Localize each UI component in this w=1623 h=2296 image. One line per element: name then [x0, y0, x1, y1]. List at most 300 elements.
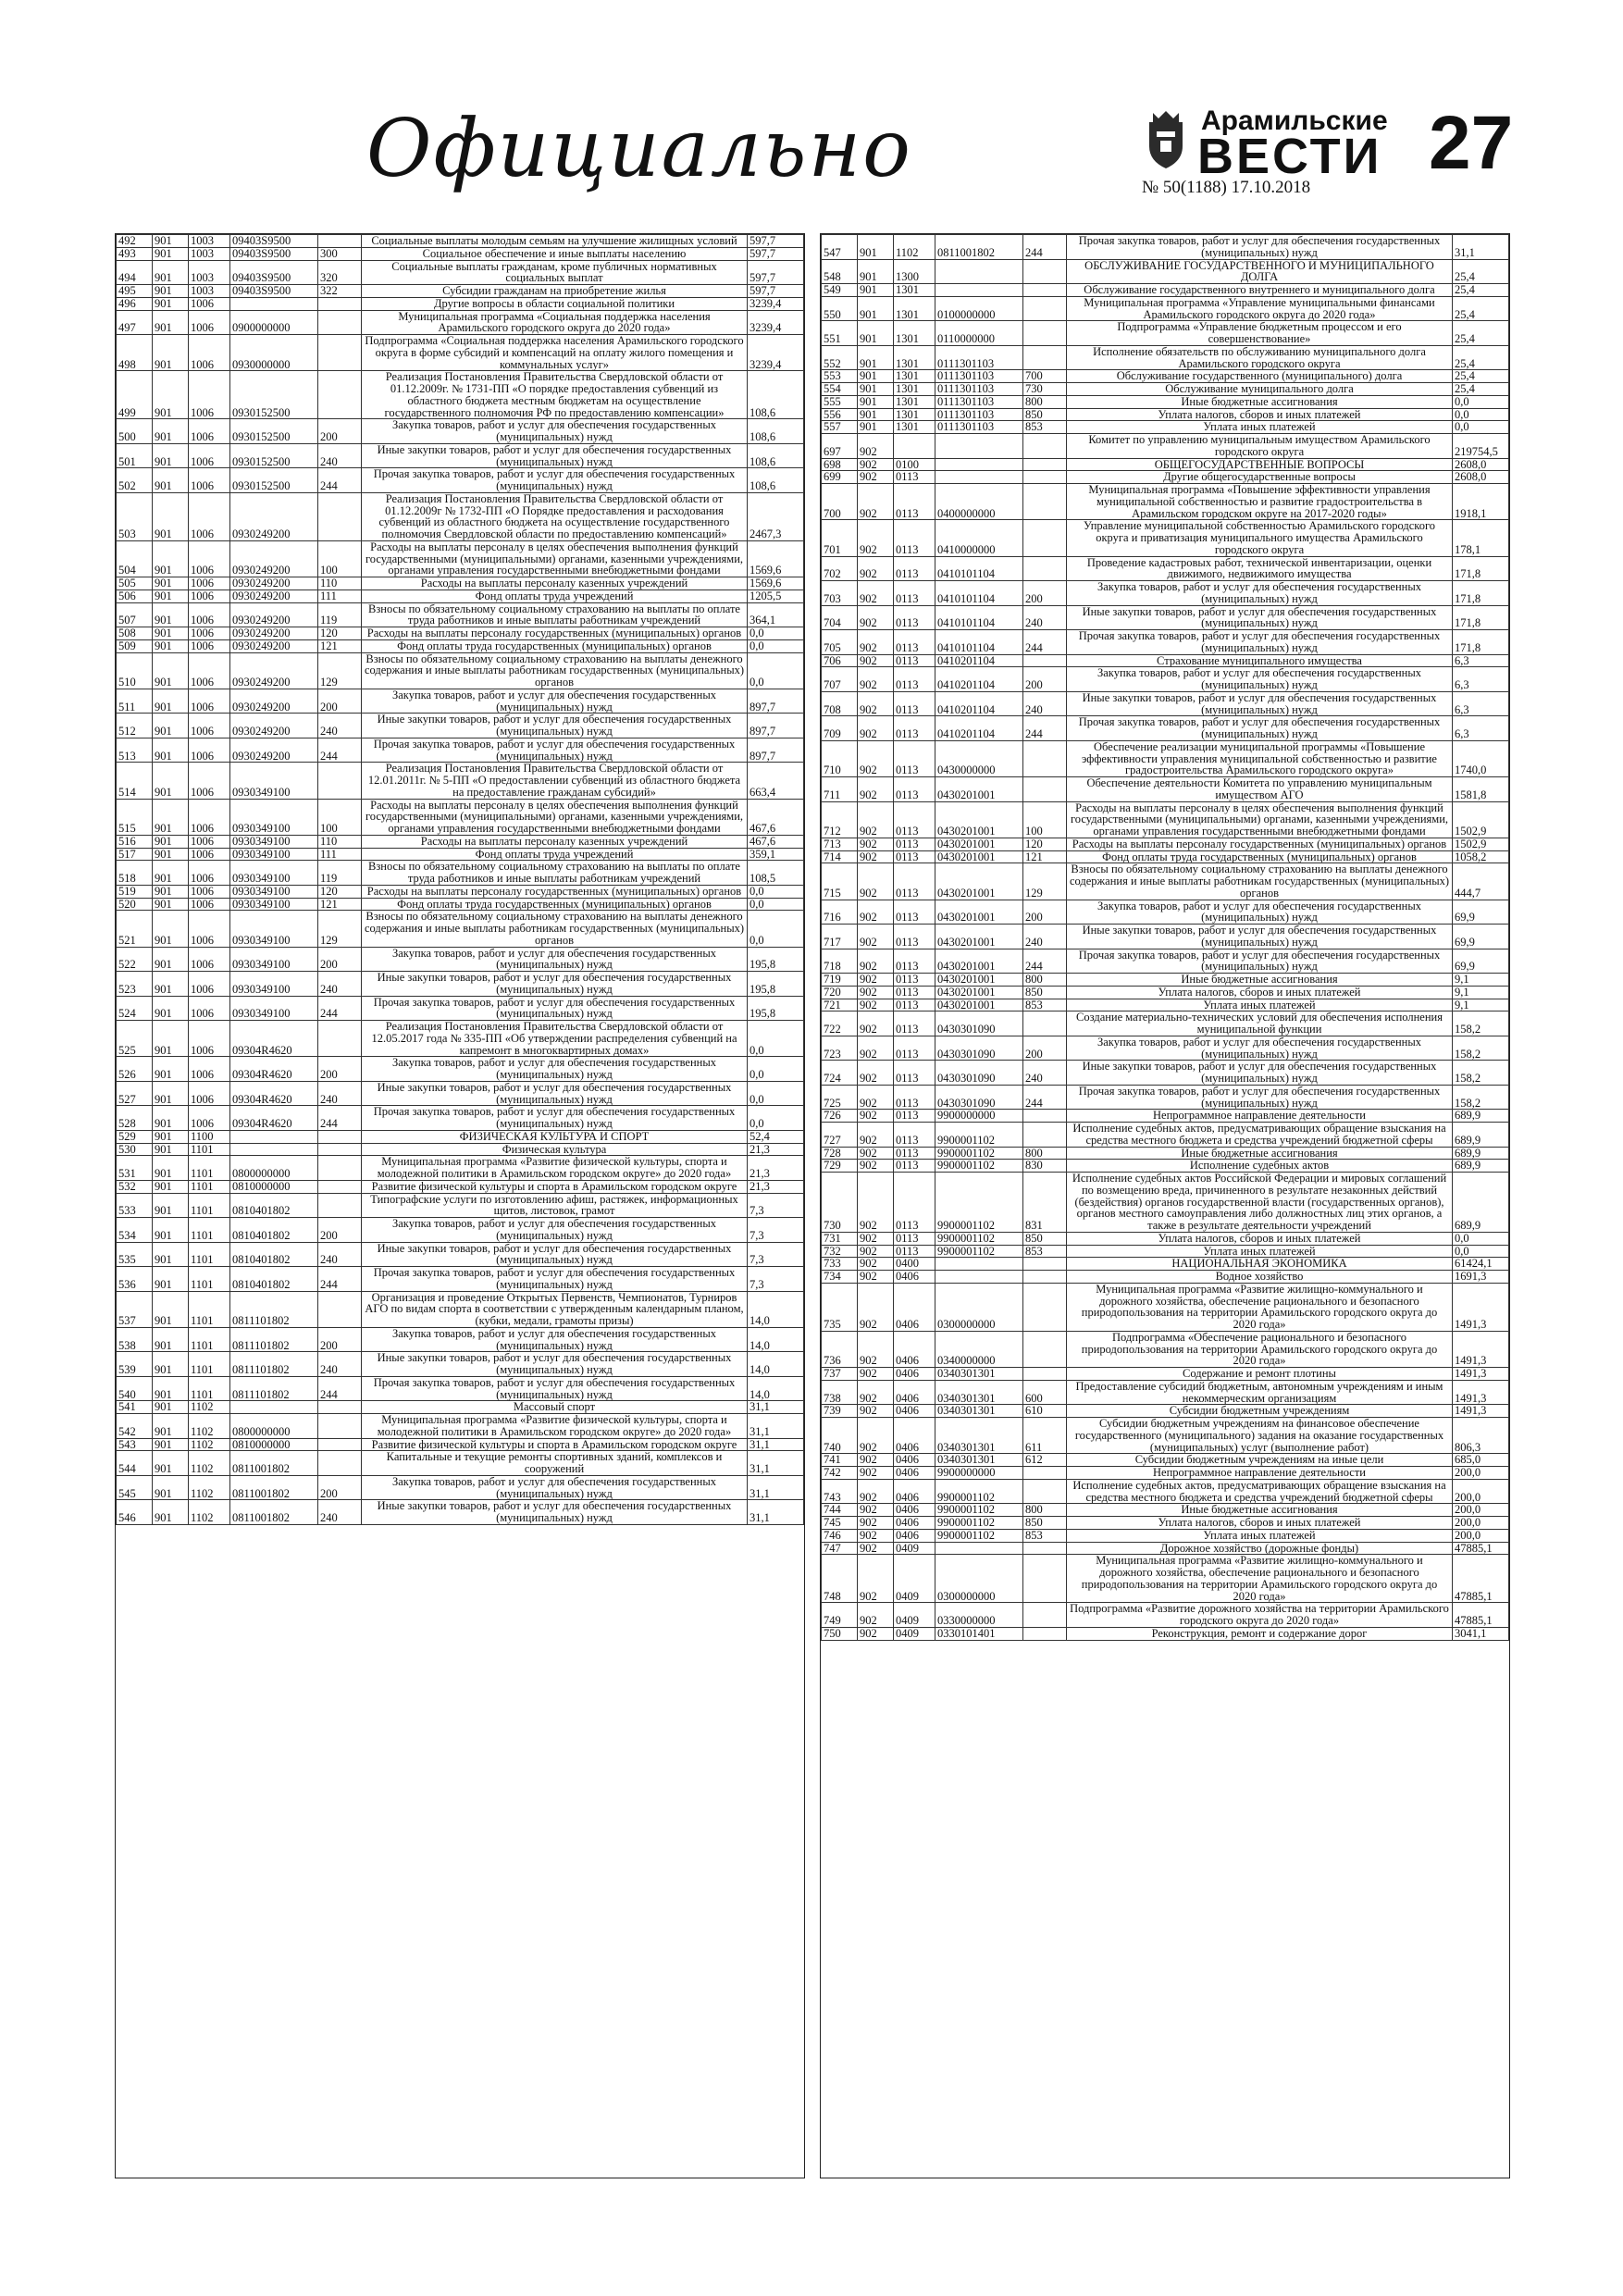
section-code-cell: 1300 [894, 259, 935, 284]
expense-type-cell: 119 [318, 602, 362, 627]
expense-type-cell: 700 [1023, 370, 1067, 383]
section-code-cell: 1101 [189, 1180, 230, 1193]
department-code-cell: 902 [858, 581, 894, 606]
target-article-cell: 0430201001 [935, 801, 1023, 838]
row-number-cell: 738 [822, 1380, 858, 1405]
target-article-cell: 9900001102 [935, 1232, 1023, 1245]
table-row [117, 689, 804, 714]
expense-name-cell: НАЦИОНАЛЬНАЯ ЭКОНОМИКА [1067, 1258, 1453, 1271]
amount-cell: 14,0 [748, 1376, 804, 1401]
amount-cell: 69,9 [1453, 900, 1509, 925]
department-code-cell: 902 [858, 1085, 894, 1110]
amount-cell: 897,7 [748, 689, 804, 714]
expense-type-cell: 200 [318, 419, 362, 444]
target-article-cell: 0930349100 [230, 848, 318, 861]
expense-type-cell: 322 [318, 285, 362, 298]
expense-type-cell [1023, 259, 1067, 284]
department-code-cell: 901 [858, 383, 894, 396]
table-row [822, 716, 1509, 741]
target-article-cell: 0430201001 [935, 925, 1023, 949]
expense-name-cell: Взносы по обязательному социальному страхованию на выплаты денежного содержания и иные выплаты работникам государственных (муниципальных) органов [362, 911, 748, 947]
target-article-cell: 0811101802 [230, 1327, 318, 1352]
amount-cell: 200,0 [1453, 1517, 1509, 1530]
target-article-cell: 0340301301 [935, 1454, 1023, 1467]
department-code-cell: 902 [858, 691, 894, 716]
table-row [822, 581, 1509, 606]
expense-name-cell: Непрограммное направление деятельности [1067, 1467, 1453, 1480]
amount-cell: 1502,9 [1453, 801, 1509, 838]
table-row [117, 1106, 804, 1131]
expense-type-cell [318, 235, 362, 248]
section-code-cell: 0400 [894, 1258, 935, 1271]
target-article-cell: 0810401802 [230, 1267, 318, 1292]
table-row [822, 395, 1509, 408]
target-article-cell: 0111301103 [935, 370, 1023, 383]
section-code-cell: 1301 [894, 421, 935, 434]
section-code-cell: 1101 [189, 1291, 230, 1327]
amount-cell: 158,2 [1453, 1011, 1509, 1036]
amount-cell: 467,6 [748, 799, 804, 835]
expense-name-cell: Уплата иных платежей [1067, 999, 1453, 1011]
expense-type-cell [1023, 1110, 1067, 1123]
expense-type-cell: 100 [318, 799, 362, 835]
department-code-cell: 901 [858, 408, 894, 421]
department-code-cell: 901 [153, 1291, 189, 1327]
row-number-cell: 546 [117, 1500, 153, 1525]
amount-cell: 69,9 [1453, 949, 1509, 974]
amount-cell: 7,3 [748, 1267, 804, 1292]
row-number-cell: 740 [822, 1418, 858, 1454]
amount-cell: 25,4 [1453, 259, 1509, 284]
expense-type-cell [318, 297, 362, 310]
section-code-cell: 1101 [189, 1242, 230, 1267]
table-row [822, 654, 1509, 667]
department-code-cell: 901 [153, 1057, 189, 1082]
expense-type-cell [318, 492, 362, 540]
table-row [822, 1555, 1509, 1603]
row-number-cell: 529 [117, 1130, 153, 1143]
target-article-cell: 0300000000 [935, 1283, 1023, 1331]
target-article-cell: 0111301103 [935, 421, 1023, 434]
table-row [822, 296, 1509, 321]
expense-name-cell: ОБЩЕГОСУДАРСТВЕННЫЕ ВОПРОСЫ [1067, 458, 1453, 471]
target-article-cell: 0430201001 [935, 999, 1023, 1011]
department-code-cell: 901 [153, 1081, 189, 1106]
amount-cell: 200,0 [1453, 1479, 1509, 1504]
table-row [822, 408, 1509, 421]
amount-cell: 689,9 [1453, 1110, 1509, 1123]
section-code-cell: 1101 [189, 1218, 230, 1243]
amount-cell: 108,6 [748, 468, 804, 493]
row-number-cell: 710 [822, 740, 858, 776]
target-article-cell: 0930152500 [230, 443, 318, 468]
table-row [117, 335, 804, 371]
expense-type-cell: 240 [318, 443, 362, 468]
expense-type-cell [318, 1021, 362, 1057]
target-article-cell: 0930249200 [230, 602, 318, 627]
target-article-cell: 0400000000 [935, 484, 1023, 520]
expense-type-cell: 200 [1023, 581, 1067, 606]
expense-name-cell: Муниципальная программа «Управление муниципальными финансами Арамильского городского округа до 2020 года» [1067, 296, 1453, 321]
section-code-cell: 1101 [189, 1267, 230, 1292]
section-code-cell: 1006 [189, 738, 230, 763]
target-article-cell: 0930249200 [230, 639, 318, 652]
section-code-cell: 1003 [189, 260, 230, 285]
target-article-cell: 0111301103 [935, 345, 1023, 370]
row-number-cell: 524 [117, 996, 153, 1021]
row-number-cell: 536 [117, 1267, 153, 1292]
amount-cell: 69,9 [1453, 925, 1509, 949]
section-code-cell: 1006 [189, 652, 230, 689]
amount-cell: 195,8 [748, 947, 804, 972]
expense-type-cell [1023, 1542, 1067, 1555]
row-number-cell: 495 [117, 285, 153, 298]
expense-name-cell: Уплата налогов, сборов и иных платежей [1067, 1232, 1453, 1245]
row-number-cell: 493 [117, 247, 153, 260]
department-code-cell: 902 [858, 1479, 894, 1504]
expense-name-cell: Другие общегосударственные вопросы [1067, 471, 1453, 484]
row-number-cell: 537 [117, 1291, 153, 1327]
department-code-cell: 902 [858, 605, 894, 630]
target-article-cell: 0340301301 [935, 1368, 1023, 1381]
department-code-cell: 901 [153, 714, 189, 738]
amount-cell: 897,7 [748, 738, 804, 763]
expense-type-cell [1023, 1627, 1067, 1640]
row-number-cell: 722 [822, 1011, 858, 1036]
expense-name-cell: Уплата иных платежей [1067, 1245, 1453, 1258]
row-number-cell: 520 [117, 898, 153, 911]
expense-type-cell [318, 1438, 362, 1451]
section-code-cell: 0406 [894, 1283, 935, 1331]
row-number-cell: 711 [822, 777, 858, 802]
expense-name-cell: Закупка товаров, работ и услуг для обеспечения государственных (муниципальных) нужд [1067, 900, 1453, 925]
expense-name-cell: Закупка товаров, работ и услуг для обеспечения государственных (муниципальных) нужд [1067, 581, 1453, 606]
target-article-cell: 9900001102 [935, 1529, 1023, 1542]
section-code-cell: 1101 [189, 1193, 230, 1218]
table-row [822, 1160, 1509, 1173]
row-number-cell: 746 [822, 1529, 858, 1542]
expense-type-cell [1023, 471, 1067, 484]
table-row [117, 911, 804, 947]
target-article-cell: 0430201001 [935, 863, 1023, 900]
table-row [822, 1603, 1509, 1628]
table-row [117, 1143, 804, 1156]
expense-type-cell [1023, 434, 1067, 459]
department-code-cell: 902 [858, 1232, 894, 1245]
target-article-cell: 0930152500 [230, 419, 318, 444]
section-code-cell: 1301 [894, 370, 935, 383]
expense-type-cell [1023, 321, 1067, 346]
table-row [117, 297, 804, 310]
department-code-cell: 902 [858, 471, 894, 484]
expense-type-cell: 240 [1023, 925, 1067, 949]
table-row [822, 1036, 1509, 1061]
row-number-cell: 714 [822, 850, 858, 863]
expense-type-cell [1023, 1283, 1067, 1331]
expense-type-cell: 853 [1023, 421, 1067, 434]
expense-name-cell: Иные бюджетные ассигнования [1067, 974, 1453, 987]
target-article-cell: 0930349100 [230, 885, 318, 898]
target-article-cell: 0430201001 [935, 838, 1023, 850]
table-row [822, 1147, 1509, 1160]
row-number-cell: 715 [822, 863, 858, 900]
section-code-cell: 0113 [894, 1123, 935, 1148]
expense-name-cell: Муниципальная программа «Развитие жилищно-коммунального и дорожного хозяйства, обеспечение рационального и безопасного природопользования на территории Арамильского городского округа до 2020 года» [1067, 1283, 1453, 1331]
amount-cell: 200,0 [1453, 1529, 1509, 1542]
table-row [117, 1475, 804, 1500]
expense-name-cell: Взносы по обязательному социальному страхованию на выплаты по оплате труда работников и иные выплаты работникам учреждений [362, 602, 748, 627]
department-code-cell: 902 [858, 556, 894, 581]
amount-cell: 597,7 [748, 235, 804, 248]
department-code-cell: 901 [153, 443, 189, 468]
row-number-cell: 507 [117, 602, 153, 627]
section-code-cell: 1006 [189, 689, 230, 714]
amount-cell: 25,4 [1453, 345, 1509, 370]
expense-name-cell: Уплата налогов, сборов и иных платежей [1067, 986, 1453, 999]
expense-type-cell: 200 [318, 947, 362, 972]
expense-name-cell: Закупка товаров, работ и услуг для обеспечения государственных (муниципальных) нужд [362, 689, 748, 714]
expense-name-cell: Реализация Постановления Правительства Свердловской области от 12.05.2017 года № 335-ПП «Об утверждении распределения субвенций на капремонт в многоквартирных домах» [362, 1021, 748, 1057]
table-row [822, 949, 1509, 974]
section-code-cell: 0406 [894, 1331, 935, 1367]
section-code-cell: 0113 [894, 1173, 935, 1233]
expense-type-cell: 121 [318, 898, 362, 911]
amount-cell: 0,0 [1453, 395, 1509, 408]
table-row [822, 838, 1509, 850]
table-row [822, 630, 1509, 655]
amount-cell: 0,0 [748, 639, 804, 652]
table-row [117, 1081, 804, 1106]
expense-name-cell: Обеспечение деятельности Комитета по управлению муниципальным имуществом АГО [1067, 777, 1453, 802]
department-code-cell: 901 [153, 639, 189, 652]
table-row [117, 738, 804, 763]
expense-name-cell: Обслуживание муниципального долга [1067, 383, 1453, 396]
row-number-cell: 724 [822, 1061, 858, 1086]
table-row [117, 260, 804, 285]
expense-name-cell: Исполнение судебных актов, предусматривающих обращение взыскания на средства местного бюджета и средства учреждений бюджетной сферы [1067, 1123, 1453, 1148]
row-number-cell: 730 [822, 1173, 858, 1233]
row-number-cell: 549 [822, 284, 858, 297]
department-code-cell: 902 [858, 1160, 894, 1173]
expense-type-cell: 244 [318, 468, 362, 493]
department-code-cell: 902 [858, 974, 894, 987]
target-article-cell: 0811101802 [230, 1291, 318, 1327]
row-number-cell: 511 [117, 689, 153, 714]
amount-cell: 3041,1 [1453, 1627, 1509, 1640]
department-code-cell: 901 [153, 1352, 189, 1377]
row-number-cell: 726 [822, 1110, 858, 1123]
table-row [117, 1130, 804, 1143]
target-article-cell [935, 259, 1023, 284]
amount-cell: 25,4 [1453, 284, 1509, 297]
expense-type-cell: 240 [318, 1242, 362, 1267]
amount-cell: 1502,9 [1453, 838, 1509, 850]
amount-cell: 1491,3 [1453, 1283, 1509, 1331]
expense-name-cell: Расходы на выплаты персоналу в целях обеспечения выполнения функций государственными (муниципальными) органами, казенными учреждениями, органами управления государственными внебюджетными фондами [362, 799, 748, 835]
department-code-cell: 902 [858, 458, 894, 471]
section-code-cell: 0113 [894, 1232, 935, 1245]
department-code-cell: 902 [858, 1258, 894, 1271]
section-code-cell: 1006 [189, 911, 230, 947]
department-code-cell: 902 [858, 801, 894, 838]
section-code-cell: 1006 [189, 590, 230, 602]
expense-type-cell: 850 [1023, 408, 1067, 421]
section-code-cell: 0113 [894, 1061, 935, 1086]
target-article-cell: 0410201104 [935, 691, 1023, 716]
table-row [822, 345, 1509, 370]
target-article-cell: 0410101104 [935, 605, 1023, 630]
row-number-cell: 717 [822, 925, 858, 949]
expense-name-cell: Закупка товаров, работ и услуг для обеспечения государственных (муниципальных) нужд [1067, 667, 1453, 692]
expense-name-cell: Закупка товаров, работ и услуг для обеспечения государственных (муниципальных) нужд [362, 947, 748, 972]
department-code-cell: 901 [153, 689, 189, 714]
table-row [117, 627, 804, 640]
expense-name-cell: Прочая закупка товаров, работ и услуг для обеспечения государственных (муниципальных) нужд [362, 468, 748, 493]
table-row [117, 443, 804, 468]
expense-name-cell: Подпрограмма «Социальная поддержка населения Арамильского городского округа в форме субсидий и компенсаций на оплату жилого помещения и коммунальных услуг» [362, 335, 748, 371]
expense-name-cell: Закупка товаров, работ и услуг для обеспечения государственных (муниципальных) нужд [1067, 1036, 1453, 1061]
expense-name-cell: Реализация Постановления Правительства Свердловской области от 01.12.2009г № 1732-ПП «О Порядке предоставления и расходования субвенций из областного бюджета на осуществление государственного полномочия Свердловской области по предоставлению компенсаций» [362, 492, 748, 540]
brand-main: ВЕСТИ [1197, 129, 1382, 184]
target-article-cell [935, 1271, 1023, 1284]
expense-type-cell: 244 [318, 1376, 362, 1401]
table-row [822, 1258, 1509, 1271]
expense-name-cell: Фонд оплаты труда учреждений [362, 590, 748, 602]
table-row [822, 484, 1509, 520]
table-row [117, 235, 804, 248]
expense-name-cell: Муниципальная программа «Социальная поддержка населения Арамильского городского округа до 2020 года» [362, 310, 748, 335]
amount-cell: 1491,3 [1453, 1380, 1509, 1405]
row-number-cell: 515 [117, 799, 153, 835]
department-code-cell: 902 [858, 520, 894, 556]
department-code-cell: 902 [858, 1283, 894, 1331]
table-row [822, 999, 1509, 1011]
department-code-cell: 901 [153, 492, 189, 540]
table-body-right [822, 235, 1509, 1641]
section-code-cell: 0113 [894, 838, 935, 850]
table-row [822, 691, 1509, 716]
section-code-cell: 1006 [189, 972, 230, 997]
expense-type-cell: 244 [1023, 235, 1067, 260]
department-code-cell: 902 [858, 900, 894, 925]
expense-name-cell: Прочая закупка товаров, работ и услуг для обеспечения государственных (муниципальных) нужд [1067, 235, 1453, 260]
target-article-cell: 0930349100 [230, 799, 318, 835]
expense-name-cell: Фонд оплаты труда государственных (муниципальных) органов [362, 898, 748, 911]
page-number: 27 [1429, 101, 1514, 185]
expense-name-cell: Расходы на выплаты персоналу казенных учреждений [362, 835, 748, 848]
row-number-cell: 540 [117, 1376, 153, 1401]
target-article-cell: 0430201001 [935, 777, 1023, 802]
amount-cell: 3239,4 [748, 310, 804, 335]
amount-cell: 21,3 [748, 1156, 804, 1181]
table-row [822, 974, 1509, 987]
target-article-cell: 0800000000 [230, 1414, 318, 1439]
expense-type-cell [1023, 1479, 1067, 1504]
department-code-cell: 901 [153, 799, 189, 835]
expense-type-cell: 111 [318, 590, 362, 602]
row-number-cell: 498 [117, 335, 153, 371]
amount-cell: 2608,0 [1453, 458, 1509, 471]
department-code-cell: 901 [153, 898, 189, 911]
department-code-cell: 901 [153, 235, 189, 248]
expense-name-cell: Реализация Постановления Правительства Свердловской области от 12.01.2011г. № 5-ПП «О предоставлении субвенций из областного бюджета на предоставление гражданам субсидий» [362, 763, 748, 799]
amount-cell: 6,3 [1453, 716, 1509, 741]
section-code-cell: 0406 [894, 1271, 935, 1284]
row-number-cell: 547 [822, 235, 858, 260]
target-article-cell: 0111301103 [935, 383, 1023, 396]
amount-cell: 0,0 [748, 911, 804, 947]
row-number-cell: 557 [822, 421, 858, 434]
expense-type-cell: 853 [1023, 1245, 1067, 1258]
expense-type-cell: 120 [318, 885, 362, 898]
expense-name-cell: Иные закупки товаров, работ и услуг для обеспечения государственных (муниципальных) нужд [362, 443, 748, 468]
section-code-cell: 0409 [894, 1603, 935, 1628]
target-article-cell: 9900000000 [935, 1110, 1023, 1123]
target-article-cell: 9900001102 [935, 1147, 1023, 1160]
table-row [117, 1156, 804, 1181]
department-code-cell: 901 [153, 602, 189, 627]
section-code-cell: 0113 [894, 520, 935, 556]
table-row [822, 458, 1509, 471]
expense-name-cell: Типографские услуги по изготовлению афиш, растяжек, информационных щитов, листовок, грамот [362, 1193, 748, 1218]
expense-type-cell [1023, 1271, 1067, 1284]
table-row [822, 863, 1509, 900]
table-row [822, 370, 1509, 383]
expense-type-cell [1023, 1368, 1067, 1381]
section-code-cell: 0113 [894, 863, 935, 900]
expense-type-cell: 200 [318, 1057, 362, 1082]
expense-name-cell: Субсидии бюджетным учреждениям на иные цели [1067, 1454, 1453, 1467]
amount-cell: 158,2 [1453, 1036, 1509, 1061]
target-article-cell: 0930349100 [230, 763, 318, 799]
target-article-cell: 0810000000 [230, 1438, 318, 1451]
amount-cell: 0,0 [748, 1106, 804, 1131]
department-code-cell: 902 [858, 434, 894, 459]
section-code-cell: 1006 [189, 540, 230, 577]
section-code-cell: 0113 [894, 974, 935, 987]
row-number-cell: 736 [822, 1331, 858, 1367]
section-code-cell: 1102 [189, 1475, 230, 1500]
amount-cell: 25,4 [1453, 383, 1509, 396]
target-article-cell: 0111301103 [935, 395, 1023, 408]
expense-name-cell: Прочая закупка товаров, работ и услуг для обеспечения государственных (муниципальных) нужд [1067, 716, 1453, 741]
section-code-cell: 1101 [189, 1352, 230, 1377]
expense-type-cell: 853 [1023, 999, 1067, 1011]
table-row [117, 1180, 804, 1193]
row-number-cell: 496 [117, 297, 153, 310]
section-code-cell: 0113 [894, 630, 935, 655]
expense-name-cell: Иные закупки товаров, работ и услуг для обеспечения государственных (муниципальных) нужд [362, 1242, 748, 1267]
target-article-cell: 09304R4620 [230, 1057, 318, 1082]
section-code-cell: 0113 [894, 471, 935, 484]
table-row [117, 1327, 804, 1352]
expense-type-cell: 730 [1023, 383, 1067, 396]
section-code-cell: 0113 [894, 581, 935, 606]
expense-type-cell: 129 [318, 652, 362, 689]
target-article-cell: 9900001102 [935, 1504, 1023, 1517]
section-code-cell: 0113 [894, 484, 935, 520]
target-article-cell: 0930249200 [230, 738, 318, 763]
table-row [117, 972, 804, 997]
amount-cell: 14,0 [748, 1291, 804, 1327]
amount-cell: 1569,6 [748, 540, 804, 577]
row-number-cell: 538 [117, 1327, 153, 1352]
amount-cell: 14,0 [748, 1327, 804, 1352]
row-number-cell: 492 [117, 235, 153, 248]
row-number-cell: 509 [117, 639, 153, 652]
expense-name-cell: Иные закупки товаров, работ и услуг для обеспечения государственных (муниципальных) нужд [362, 1352, 748, 1377]
section-code-cell: 1301 [894, 345, 935, 370]
